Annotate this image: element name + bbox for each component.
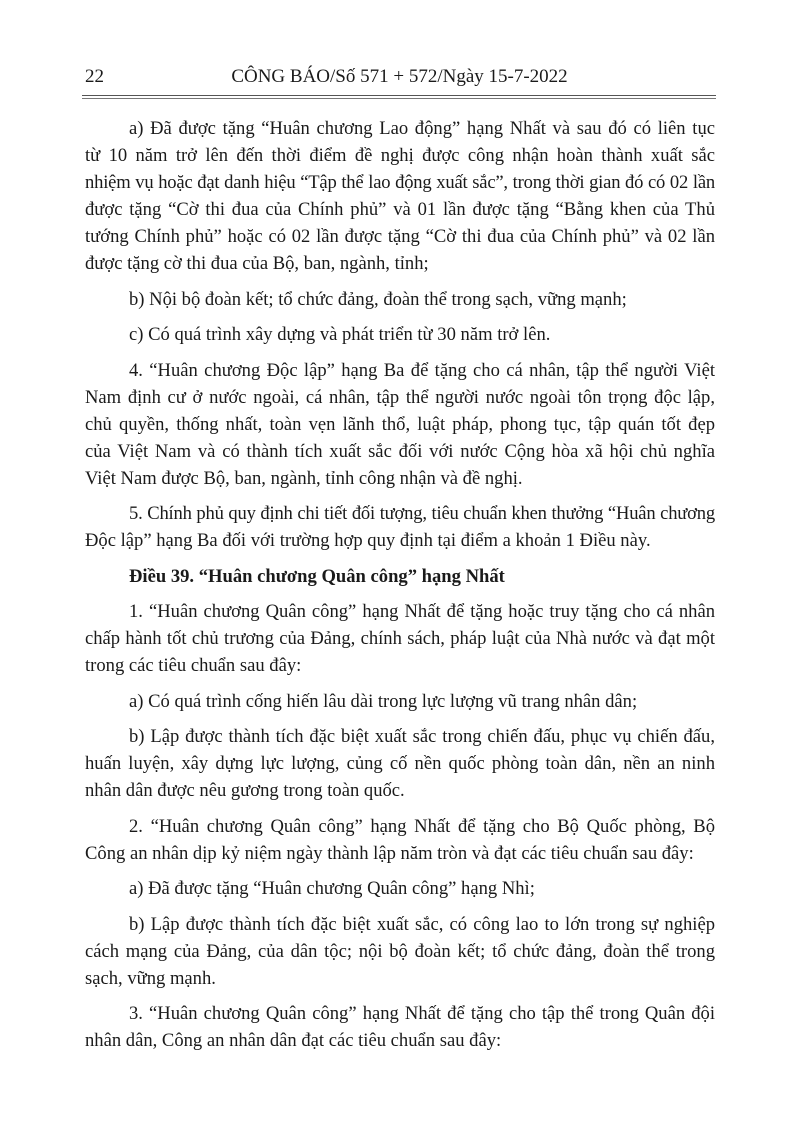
text-line: của Việt Nam và có thành tích xuất sắc đối với nước Cộng hòa xã hội chủ nghĩa — [85, 440, 715, 462]
text-line: 4. “Huân chương Độc lập” hạng Ba để tặng cho cá nhân, tập thể người Việt — [129, 359, 715, 381]
document-body — [85, 115, 715, 1063]
text-line: tướng Chính phủ” hoặc có 02 lần được tặng “Cờ thi đua của Chính phủ” và 02 lần — [85, 226, 715, 247]
text-line: b) Lập được thành tích đặc biệt xuất sắc, có công lao to lớn trong sự nghiệp — [129, 913, 715, 935]
text-line: Nam định cư ở nước ngoài, cá nhân, tập thể người nước ngoài tôn trọng độc lập, — [85, 386, 715, 408]
text-line: a) Có quá trình cống hiến lâu dài trong lực lượng vũ trang nhân dân; — [129, 690, 638, 712]
text-line: a) Đã được tặng “Huân chương Quân công” hạng Nhì; — [129, 878, 535, 899]
text-line: a) Đã được tặng “Huân chương Lao động” hạng Nhất và sau đó có liên tục — [129, 118, 715, 139]
article-heading — [85, 563, 715, 590]
text-line: sạch, vững mạnh. — [85, 967, 216, 989]
paragraph — [85, 723, 715, 804]
paragraph — [85, 286, 715, 313]
text-line: được tặng cờ thi đua của Bộ, ban, ngành, tỉnh; — [85, 253, 429, 274]
paragraph — [85, 115, 715, 277]
paragraph — [85, 875, 715, 902]
text-line: nhân dân được nêu gương trong toàn quốc. — [85, 780, 405, 801]
text-line: huấn luyện, xây dựng lực lượng, củng cố nền quốc phòng toàn dân, nền an ninh — [85, 753, 715, 774]
text-line: trong các tiêu chuẩn sau đây: — [85, 655, 302, 676]
text-line: chủ quyền, thống nhất, toàn vẹn lãnh thổ, luật pháp, phong tục, tập quán tốt đẹp — [85, 413, 715, 435]
text-line: Điều 39. “Huân chương Quân công” hạng Nhất — [129, 565, 505, 587]
paragraph — [85, 598, 715, 679]
text-line: chấp hành tốt chủ trương của Đảng, chính sách, pháp luật của Nhà nước và đạt một — [85, 628, 715, 649]
text-line: từ 10 năm trở lên đến thời điểm đề nghị được công nhận hoàn thành xuất sắc — [85, 145, 715, 166]
text-line: được tặng “Cờ thi đua của Chính phủ” và 01 lần được tặng “Bằng khen của Thủ — [85, 199, 715, 220]
text-line: 3. “Huân chương Quân công” hạng Nhất để tặng cho tập thể trong Quân đội — [129, 1003, 715, 1024]
paragraph — [85, 688, 715, 715]
text-line: cách mạng của Đảng, của dân tộc; nội bộ đoàn kết; tổ chức đảng, đoàn thể trong — [85, 940, 715, 962]
text-line: 2. “Huân chương Quân công” hạng Nhất để tặng cho Bộ Quốc phòng, Bộ — [129, 815, 715, 837]
paragraph — [85, 911, 715, 992]
paragraph — [85, 321, 715, 348]
page-number: 22 — [85, 66, 104, 87]
gazette-title: CÔNG BÁO/Số 571 + 572/Ngày 15-7-2022 — [231, 66, 568, 87]
header-rule-bottom — [82, 98, 716, 99]
paragraph — [85, 1000, 715, 1054]
text-line: 1. “Huân chương Quân công” hạng Nhất để tặng hoặc truy tặng cho cá nhân — [129, 601, 715, 622]
text-line: 5. Chính phủ quy định chi tiết đối tượng, tiêu chuẩn khen thưởng “Huân chương — [129, 503, 715, 524]
text-line: Độc lập” hạng Ba đối với trường hợp quy định tại điểm a khoản 1 Điều này. — [85, 530, 651, 551]
text-line: c) Có quá trình xây dựng và phát triển từ 30 năm trở lên. — [129, 324, 551, 345]
text-line: b) Nội bộ đoàn kết; tổ chức đảng, đoàn thể trong sạch, vững mạnh; — [129, 288, 627, 310]
text-line: nhân dân, Công an nhân dân đạt các tiêu chuẩn sau đây: — [85, 1030, 502, 1051]
text-line: Công an nhân dịp kỷ niệm ngày thành lập năm tròn và đạt các tiêu chuẩn sau đây: — [85, 842, 694, 864]
paragraph — [85, 357, 715, 492]
text-line: b) Lập được thành tích đặc biệt xuất sắc trong chiến đấu, phục vụ chiến đấu, — [129, 726, 715, 747]
paragraph — [85, 813, 715, 867]
page-header — [83, 66, 716, 90]
text-line: nhiệm vụ hoặc đạt danh hiệu “Tập thể lao động xuất sắc”, trong thời gian đó có 02 lần — [85, 172, 715, 193]
header-rule-top — [82, 95, 716, 96]
text-line: Việt Nam được Bộ, ban, ngành, tỉnh công nhận và đề nghị. — [85, 467, 523, 489]
paragraph — [85, 500, 715, 554]
